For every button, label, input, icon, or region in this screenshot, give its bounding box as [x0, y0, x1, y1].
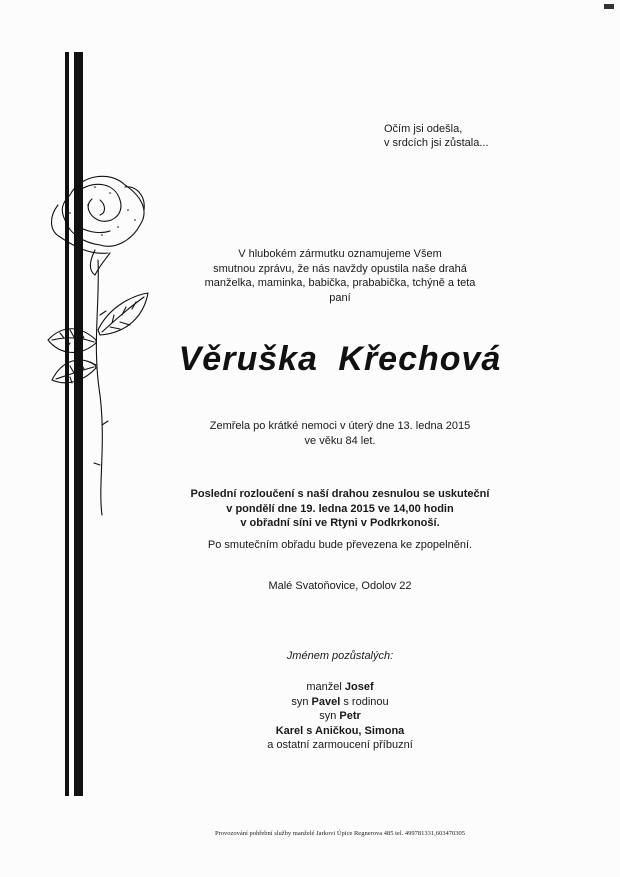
mourner-suffix: s rodinou: [343, 695, 389, 708]
mourner-line: [120, 724, 560, 739]
farewell-line: Poslední rozloučení s naší drahou zesnulou se uskuteční: [190, 488, 490, 500]
farewell-notice: [120, 487, 560, 531]
motto: [384, 122, 489, 150]
mourner-line: [120, 709, 560, 724]
intro-line: manželka, maminka, babička, prababička, tchýně a teta: [204, 277, 476, 289]
death-line: Zemřela po krátké nemoci v úterý dne 13. ledna 2015: [209, 420, 471, 432]
mourner-name: Karel s Aničkou, Simona: [275, 724, 405, 737]
motto-line: Očím jsi odešla,: [384, 123, 463, 135]
mourner-name: Josef: [344, 681, 374, 693]
intro-line: smutnou zprávu, že nás navždy opustila naše drahá: [213, 262, 467, 275]
mourners-list: [120, 680, 560, 753]
corner-mark: [604, 4, 614, 9]
mourner-name: Petr: [339, 710, 361, 722]
mourner-line: [120, 680, 560, 695]
farewell-line: v pondělí dne 19. ledna 2015 ve 14,00 hodin: [226, 502, 454, 515]
mourner-name: Pavel: [311, 695, 341, 708]
death-notice: [120, 419, 560, 448]
intro-line: paní: [329, 291, 351, 304]
deceased-name: Věruška Křechová: [178, 340, 502, 378]
mourner-line: a ostatní zarmoucení příbuzní: [267, 739, 413, 751]
survivors-title: Jménem pozůstalých:: [286, 650, 394, 662]
address: Malé Svatoňovice, Odolov 22: [268, 580, 412, 592]
intro-paragraph: [120, 247, 560, 305]
death-line: ve věku 84 let.: [304, 434, 376, 447]
cremation-note: Po smutečním obřadu bude převezena ke zpopelnění.: [207, 539, 473, 551]
funeral-service-footer: Provozování pohřební služby manželé Jarkovi Úpice Regnerova 485 tel. 499781331,603470305: [214, 830, 465, 837]
mourner-relation: syn: [319, 710, 337, 722]
farewell-line: v obřadní síni ve Rtyni v Podkrkonoší.: [240, 517, 440, 529]
intro-line: V hlubokém zármutku oznamujeme Všem: [238, 248, 442, 260]
mourner-relation: syn: [291, 695, 309, 708]
mourner-line: [120, 695, 560, 710]
mourner-relation: manžel: [306, 681, 342, 693]
motto-line: v srdcích jsi zůstala...: [384, 137, 489, 149]
